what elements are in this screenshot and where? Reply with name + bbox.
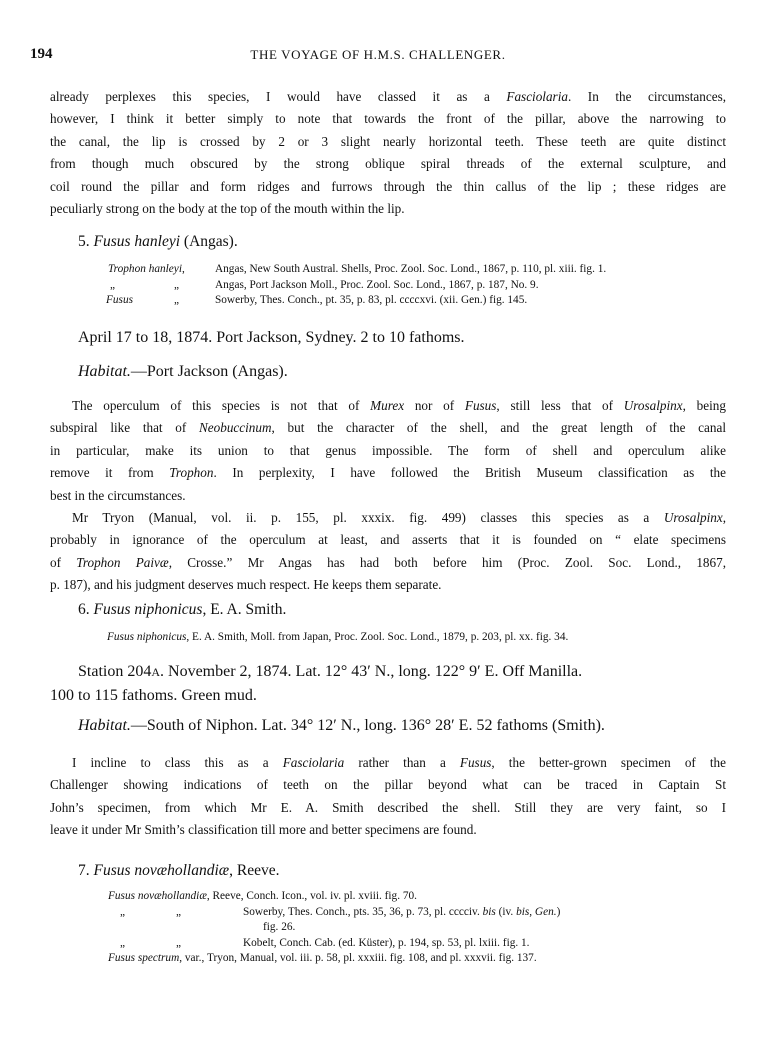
habitat: Habitat.—South of Niphon. Lat. 34° 12′ N., long. 136° 28′ E. 52 fathoms (Smith). [78,717,605,734]
synonymy-entry: „ „ Kobelt, Conch. Cab. (ed. Küster), p. 194, sp. 53, pl. lxiii. fig. 1. [120,936,530,949]
text-line: Mr Tryon (Manual, vol. ii. p. 155, pl. xxxix. fig. 499) classes this species as a Urosalpinx, [72,510,726,526]
synonymy-block [108,889,728,967]
running-header [30,46,726,66]
synonymy-entry: fig. 26. [263,921,296,933]
synonymy-entry: Trophon hanleyi, Angas, New South Austral. Shells, Proc. Zool. Soc. Lond., 1867, p. 110, pl. xiii. fig. 1. [108,263,607,275]
text-line: subspiral like that of Neobuccinum, but the character of the shell, and the great length of the canal [50,420,727,436]
text-line: I incline to class this as a Fasciolaria rather than a Fusus, the better-grown specimen of the [72,755,727,770]
intro-paragraph [50,86,726,220]
habitat: Habitat.—Port Jackson (Angas). [78,363,288,380]
text-line: The operculum of this species is not that of Murex nor of Fusus, still less that of Urosalpinx, being [72,398,726,413]
synonymy-entry: Fusus novæhollandiæ, Reeve, Conch. Icon., vol. iv. pl. xviii. fig. 70. [108,890,417,902]
text-line: peculiarly strong on the body at the top of the mouth within the lip. [50,201,405,217]
text-line: of Trophon Paivæ, Crosse.” Mr Angas has had both before him (Proc. Zool. Soc. Lond., 1867, [50,554,726,570]
text-line: the canal, the lip is crossed by 2 or 3 slight nearly horizontal teeth. These teeth are quite distinct [50,133,726,149]
text-line: in particular, make its union to that genus impossible. The form of shell and operculum alike [50,442,726,458]
synonymy-entry: Fusus niphonicus, E. A. Smith, Moll. from Japan, Proc. Zool. Soc. Lond., 1879, p. 203, pl. xx. fig. 34. [107,631,569,643]
synonymy-entry: Fusus spectrum, var., Tryon, Manual, vol. iii. p. 58, pl. xxxiii. fig. 108, and pl. xxxvii. fig. 137. [108,952,537,964]
synonymy-entry: „ „ Angas, Port Jackson Moll., Proc. Zool. Soc. Lond., 1867, p. 187, No. 9. [110,278,539,291]
synonymy-entry: „ „ Sowerby, Thes. Conch., pts. 35, 36, p. 73, pl. cccciv. bis (iv. bis, Gen.) [120,905,561,918]
text-line: p. 187), and his judgment deserves much respect. He keeps them separate. [50,577,442,593]
text-line: remove it from Trophon. In perplexity, I have followed the British Museum classification as the [50,465,726,481]
species-heading: 5. Fusus hanleyi (Angas). [78,233,238,250]
species-heading: 6. Fusus niphonicus, E. A. Smith. [78,601,287,618]
running-title: THE VOYAGE OF H.M.S. CHALLENGER. [250,47,506,62]
page-number: 194 [30,46,53,62]
text-line: best in the circumstances. [50,487,186,503]
locality: April 17 to 18, 1874. Port Jackson, Sydney. 2 to 10 fathoms. [78,329,465,346]
text-line: coil round the pillar and form ridges and furrows through the thin callus of the lip ; these ridges are [50,178,726,194]
text-line: however, I think it better simply to note that towards the front of the pillar, above the narrowing to [50,111,726,127]
discussion-paragraph [50,752,726,842]
species-heading: 7. Fusus novæhollandiæ, Reeve. [78,862,280,879]
text-line: leave it under Mr Smith’s classification till more and better specimens are found. [50,822,477,838]
text-line: from though much obscured by the strong oblique spiral threads of the external sculpture, and [50,156,726,172]
text-line: John’s specimen, from which Mr E. A. Smith described the shell. Still they are very faint, so I [50,799,726,815]
text-line: already perplexes this species, I would have classed it as a Fasciolaria. In the circumstances, [50,89,727,104]
locality: Station 204A. November 2, 1874. Lat. 12° 43′ N., long. 122° 9′ E. Off Manilla. 100 to 115 fathoms. Green mud. [50,663,583,704]
synonymy-block [108,262,728,309]
synonymy-entry: Fusus „ Sowerby, Thes. Conch., pt. 35, p. 83, pl. ccccxvi. (xii. Gen.) fig. 145. [106,294,528,306]
text-line: probably in ignorance of the operculum at least, and asserts that it is founded on “ elate specimens [50,532,726,548]
discussion-paragraph [50,395,726,597]
text-line: Challenger showing indications of teeth on the pillar beyond what can be traced in Captain St [50,777,726,793]
